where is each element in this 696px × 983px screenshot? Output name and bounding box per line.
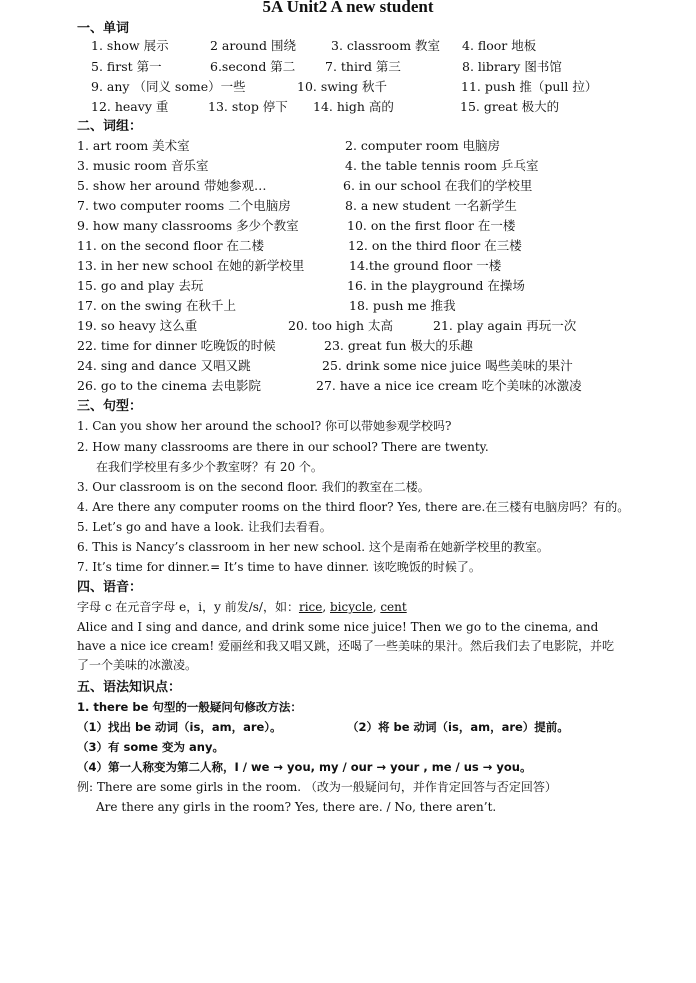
vocab-item: 15. great 极大的 [460, 99, 560, 114]
phrase-item: 17. on the swing 在秋千上 [77, 298, 236, 313]
phonics-paragraph: Alice and I sing and dance, and drink some nice juice! Then we go to the cinema, and have a nice ice cream! 爱丽丝和我又唱又跳，还喝了一些美味的果汁。然后我们去了电影院，并吃了一个美味的冰激凌。 [77, 620, 614, 672]
phonics-example: rice [298, 600, 323, 614]
phrase-item: 15. go and play 去玩 [77, 278, 204, 293]
page-title: 5A Unit2 A new student [262, 0, 434, 16]
phrase-row [0, 236, 696, 256]
grammar-step: （3）有 some 变为 any。 [77, 740, 224, 754]
grammar-step: （2）将 be 动词（is，am，are）提前。 [347, 720, 569, 734]
sentence-line: 3. Our classroom is on the second floor. 我们的教室在二楼。 [77, 480, 430, 494]
phrase-row [0, 336, 696, 356]
phrase-row [0, 156, 696, 176]
vocab-item: 6.second 第二 [210, 59, 296, 74]
grammar-step: （1）找出 be 动词（is，am，are）。 [77, 720, 282, 734]
phrase-item: 8. a new student 一名新学生 [345, 198, 517, 213]
phrase-item: 26. go to the cinema 去电影院 [77, 378, 262, 393]
phrase-item: 20. too high 太高 [288, 318, 393, 333]
phrase-row [0, 276, 696, 296]
grammar-example-answer: Are there any girls in the room? Yes, there are. / No, there aren’t. [96, 800, 497, 814]
phrase-row [0, 256, 696, 276]
vocab-item: 4. floor 地板 [462, 38, 537, 53]
phrase-item: 1. art room 美术室 [77, 138, 190, 153]
grammar-step-row [0, 717, 696, 737]
phonics-rule-text: 字母 c 在元音字母 e，i，y 前发/s/，如： [77, 600, 299, 614]
vocab-item: 7. third 第三 [325, 59, 401, 74]
phrase-item: 24. sing and dance 又唱又跳 [77, 358, 251, 373]
phrase-item: 19. so heavy 这么重 [77, 318, 198, 333]
vocab-item: 14. high 高的 [313, 99, 394, 114]
section-heading-phonics: 四、语音： [77, 580, 143, 595]
vocab-row [0, 57, 696, 77]
phrase-row [0, 136, 696, 156]
phrase-item: 25. drink some nice juice 喝些美味的果汁 [322, 358, 573, 373]
vocab-row [0, 77, 696, 97]
grammar-step-row [0, 737, 696, 757]
phrase-row [0, 376, 696, 396]
sentence-line: 7. It’s time for dinner.= It’s time to have dinner. 该吃晚饭的时候了。 [77, 560, 481, 574]
vocab-item: 12. heavy 重 [91, 99, 169, 114]
vocab-item: 2 around 围绕 [210, 38, 296, 53]
sentence-line: 1. Can you show her around the school? 你可以带她参观学校吗? [77, 419, 452, 433]
phrase-item: 5. show her around 带她参观… [77, 178, 267, 193]
phrase-row [0, 356, 696, 376]
phrase-item: 10. on the first floor 在一楼 [347, 218, 516, 233]
section-heading-sentences: 三、句型： [77, 399, 143, 414]
phrase-item: 16. in the playground 在操场 [347, 278, 525, 293]
phrase-item: 12. on the third floor 在三楼 [348, 238, 522, 253]
sentence-line: 在我们学校里有多少个教室呀？有 20 个。 [96, 460, 323, 474]
phrase-item: 9. how many classrooms 多少个教室 [77, 218, 299, 233]
sentence-line: 2. How many classrooms are there in our school? There are twenty. [77, 440, 489, 454]
phonics-example: cent [380, 600, 407, 614]
vocab-row [0, 36, 696, 56]
vocab-item: 8. library 图书馆 [462, 59, 562, 74]
grammar-heading: 1. there be 句型的一般疑问句修改方法： [77, 700, 302, 714]
phrase-item: 13. in her new school 在她的新学校里 [77, 258, 305, 273]
phrase-item: 4. the table tennis room 乒乓室 [345, 158, 539, 173]
phrase-row [0, 316, 696, 336]
phrase-item: 27. have a nice ice cream 吃个美味的冰激凌 [316, 378, 582, 393]
phrase-item: 18. push me 推我 [349, 298, 456, 313]
phrase-item: 22. time for dinner 吃晚饭的时候 [77, 338, 276, 353]
phrase-row [0, 216, 696, 236]
phonics-rule: 字母 c 在元音字母 e，i，y 前发/s/，如：rice, bicycle, cent [77, 600, 407, 614]
grammar-step: （4）第一人称变为第二人称，I / we → you, my / our → your , me / us → you。 [77, 760, 532, 774]
grammar-example-question: 例: There are some girls in the room. （改为一般疑问句，并作肯定回答与否定回答） [77, 780, 557, 794]
vocab-item: 11. push 推（pull 拉） [461, 79, 598, 94]
phrase-item: 21. play again 再玩一次 [433, 318, 577, 333]
phrase-item: 11. on the second floor 在二楼 [77, 238, 265, 253]
phrase-item: 14.the ground floor 一楼 [349, 258, 502, 273]
grammar-heading-text: 句型的一般疑问句修改方法： [148, 700, 302, 714]
vocab-item: 10. swing 秋千 [297, 79, 387, 94]
vocab-item: 13. stop 停下 [208, 99, 288, 114]
phrase-row [0, 296, 696, 316]
sentence-line: 6. This is Nancy’s classroom in her new school. 这个是南希在她新学校里的教室。 [77, 540, 549, 554]
vocab-item: 9. any （同义 some）一些 [91, 79, 246, 94]
vocab-item: 5. first 第一 [91, 59, 162, 74]
phrase-item: 2. computer room 电脑房 [345, 138, 501, 153]
sentence-line: 5. Let’s go and have a look. 让我们去看看。 [77, 520, 332, 534]
vocab-item: 1. show 展示 [91, 38, 169, 53]
vocab-item: 3. classroom 教室 [331, 38, 441, 53]
vocab-row [0, 97, 696, 117]
grammar-keyword: there be [93, 700, 149, 714]
phrase-row [0, 176, 696, 196]
phrase-item: 7. two computer rooms 二个电脑房 [77, 198, 291, 213]
section-heading-phrases: 二、词组： [77, 119, 143, 134]
section-heading-vocabulary: 一、单词 [77, 21, 130, 36]
phrase-item: 3. music room 音乐室 [77, 158, 209, 173]
phrase-item: 23. great fun 极大的乐趣 [324, 338, 473, 353]
phrase-row [0, 196, 696, 216]
grammar-step-row [0, 757, 696, 777]
section-heading-grammar: 五、语法知识点： [77, 680, 182, 695]
phrase-item: 6. in our school 在我们的学校里 [343, 178, 533, 193]
phonics-example: bicycle [330, 600, 373, 614]
sentence-line: 4. Are there any computer rooms on the third floor? Yes, there are.在三楼有电脑房吗？有的。 [77, 500, 630, 514]
